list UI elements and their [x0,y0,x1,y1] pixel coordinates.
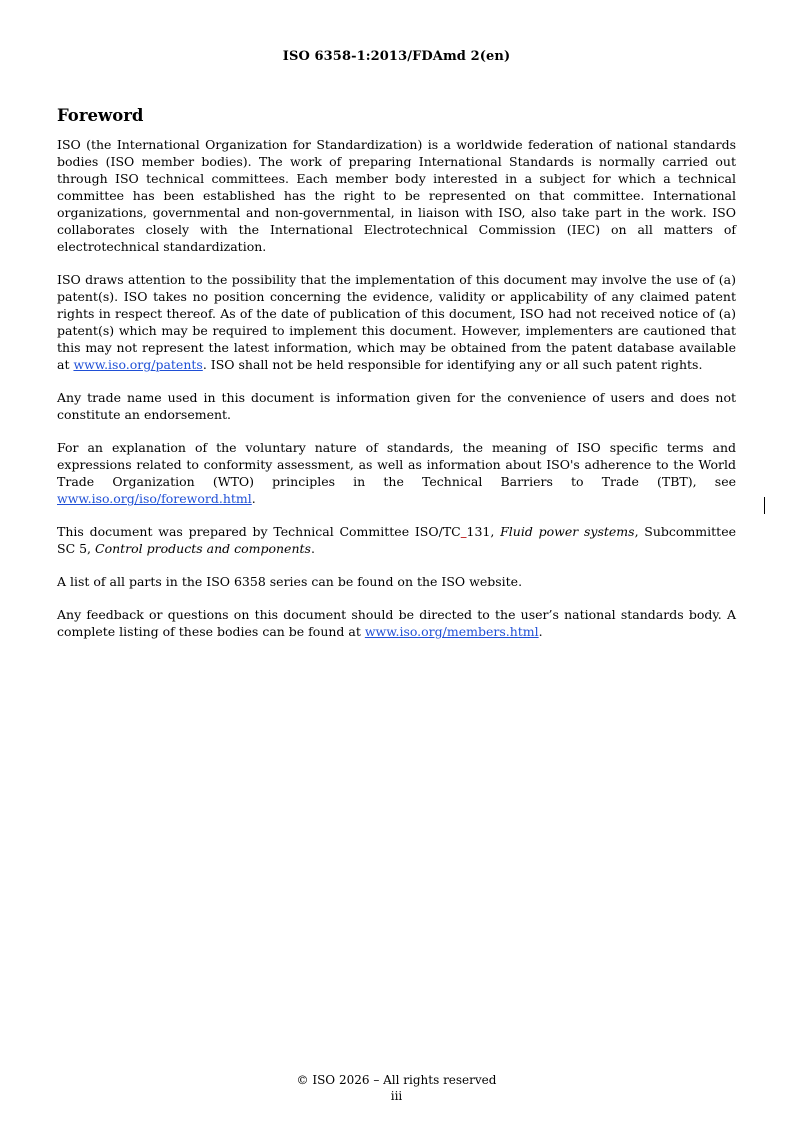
paragraph-iso-intro: ISO (the International Organization for Standardization) is a worldwide federation of national standards bodies (ISO member bodies). The work of preparing International Standards is normally carried out through ISO technical committees. Each member body interested in a subject for which a technical committee has been established has the right to be represented on that committee. International organizations, governmental and non-governmental, in liaison with ISO, also take part in the work. ISO collaborates closely with the International Electrotechnical Commission (IEC) on all matters of electrotechnical standardization. [57,137,736,254]
paragraph-committee [57,523,736,557]
change-bar [764,497,765,514]
page-footer [0,1072,793,1104]
copyright-notice: © ISO 2026 – All rights reserved [296,1073,497,1087]
paragraph-text: . ISO shall not be held responsible for identifying any or all such patent rights. [202,357,703,372]
paragraph-text: . [310,541,315,556]
paragraph-text: ISO draws attention to the possibility that the implementation of this document may involve the use of (a) patent(s). ISO takes no position concerning the evidence, validity or applicability of any claimed patent rights in respect thereof. As of the date of publication of this document, ISO had not received notice of (a) patent(s) which may be required to implement this document. However, implementers are cautioned that this may not represent the latest information, which may be obtained from the patent database available at [57,272,736,372]
paragraph-text: This document was prepared by Technical Committee ISO/TC [57,524,461,539]
document-header: ISO 6358-1:2013/FDAmd 2(en) [282,49,511,64]
foreword-section [57,106,736,656]
paragraph-text: . [251,491,256,506]
paragraph-text: , Subcommittee SC 5, [57,524,736,556]
paragraph-text: . [538,624,543,639]
paragraph-trade-name: Any trade name used in this document is information given for the convenience of users and does not constitute an endorsement. [57,390,736,422]
committee-name: Fluid power systems [500,524,635,539]
patents-link[interactable]: www.iso.org/patents [73,357,203,372]
paragraph-text: For an explanation of the voluntary nature of standards, the meaning of ISO specific terms and expressions related to conformity assessment, as well as information about ISO's adherence to the World Trade Organization (WTO) principles in the Technical Barriers to Trade (TBT), see [57,440,736,489]
page-number: iii [390,1089,403,1103]
paragraph-text: Any feedback or questions on this document should be directed to the user’s national standards body. A complete listing of these bodies can be found at [57,607,736,639]
paragraph-feedback [57,606,736,640]
paragraph-voluntary-nature [57,439,736,507]
subcommittee-name: Control products and components [95,541,311,556]
members-link[interactable]: www.iso.org/members.html [364,624,539,639]
foreword-link[interactable]: www.iso.org/iso/foreword.html [57,491,252,506]
paragraph-patents [57,271,736,373]
committee-number: 131, [466,524,501,539]
paragraph-series-list: A list of all parts in the ISO 6358 series can be found on the ISO website. [57,574,523,589]
section-title: Foreword [57,106,144,125]
